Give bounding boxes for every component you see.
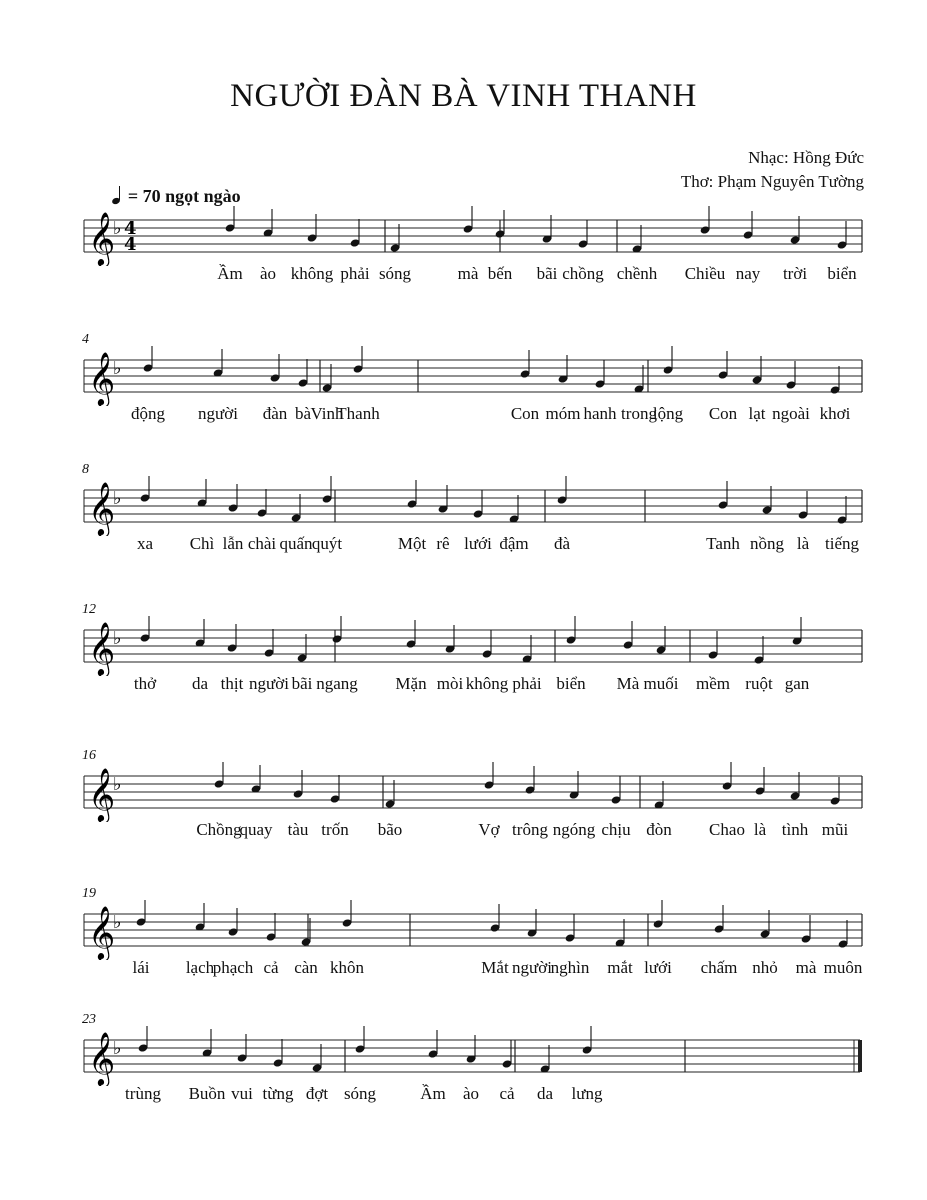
lyric-syllable: Mắt: [481, 958, 509, 977]
lyric-syllable: lạt: [748, 404, 766, 423]
lyric-syllable: ngóng: [552, 820, 596, 839]
staff: [0, 1026, 927, 1086]
treble-clef-icon: 𝄞: [88, 211, 116, 265]
measure-number: 23: [82, 1012, 96, 1027]
treble-clef-icon: 𝄞: [88, 1031, 116, 1085]
lyric-syllable: bãi: [291, 674, 313, 693]
lyric-syllable: muôn: [823, 958, 863, 977]
staff: [0, 616, 927, 676]
time-signature-bottom: 4: [124, 234, 137, 255]
lyric-syllable: bến: [487, 264, 513, 283]
measure-number: 8: [82, 462, 89, 477]
staff: [0, 346, 927, 406]
lyric-syllable: chài: [247, 534, 277, 553]
lyric-syllable: sóng: [343, 1084, 377, 1103]
lyric-syllable: trông: [512, 820, 548, 839]
lyric-syllable: không: [465, 674, 509, 693]
staff: [0, 476, 927, 536]
lyric-syllable: ào: [259, 264, 277, 283]
lyric-syllable: phải: [340, 264, 370, 283]
lyric-syllable: sóng: [378, 264, 412, 283]
lyric-syllable: Ầm: [420, 1084, 446, 1103]
flat-icon: ♭: [113, 488, 122, 509]
lyric-syllable: Chiều: [684, 264, 726, 283]
lyric-syllable: gan: [784, 674, 810, 693]
lyric-syllable: da: [536, 1084, 554, 1103]
lyric-syllable: mềm: [696, 674, 730, 693]
lyric-syllable: lưng: [571, 1084, 603, 1103]
lyric-syllable: đòn: [646, 820, 672, 839]
lyric-syllable: Con: [510, 404, 540, 423]
lyric-syllable: Chồng: [196, 820, 242, 839]
lyric-syllable: Ầm: [217, 264, 243, 283]
staff-system: [0, 602, 927, 712]
lyric-syllable: lưới: [644, 958, 672, 977]
lyric-syllable: khôn: [330, 958, 364, 977]
time-signature-top: 4: [124, 218, 137, 239]
lyric-syllable: rê: [436, 534, 450, 553]
staff-system: [0, 462, 927, 572]
treble-clef-icon: 𝄞: [88, 767, 116, 821]
lyric-syllable: nay: [735, 264, 761, 283]
lyric-syllable: phạch: [212, 958, 254, 977]
lyric-syllable: Chì: [189, 534, 215, 553]
lyric-syllable: trốn: [321, 820, 349, 839]
lyric-syllable: đậm: [499, 534, 529, 553]
lyric-syllable: Chao: [709, 820, 745, 839]
lyric-syllable: phải: [512, 674, 542, 693]
lyric-syllable: ào: [462, 1084, 480, 1103]
staff: [0, 206, 927, 266]
staff-system: [0, 1012, 927, 1122]
lyric-syllable: thịt: [220, 674, 244, 693]
staff: [0, 762, 927, 822]
measure-number: 16: [82, 748, 96, 763]
staff-system: [0, 748, 927, 858]
lyric-syllable: biển: [556, 674, 586, 693]
lyric-syllable: xa: [136, 534, 154, 553]
lyric-syllable: chịu: [601, 820, 631, 839]
lyric-syllable: người: [512, 958, 552, 977]
lyric-syllable: da: [191, 674, 209, 693]
lyric-syllable: Buồn: [188, 1084, 226, 1103]
lyric-syllable: quấn: [279, 534, 313, 553]
treble-clef-icon: 𝄞: [88, 481, 116, 535]
lyric-syllable: chồng: [562, 264, 604, 283]
lyric-syllable: mà: [457, 264, 479, 283]
lyric-syllable: là: [796, 534, 810, 553]
lyric-syllable: từng: [262, 1084, 294, 1103]
lyric-syllable: nghìn: [550, 958, 590, 977]
treble-clef-icon: 𝄞: [88, 905, 116, 959]
flat-icon: ♭: [113, 218, 122, 239]
lyric-syllable: càn: [294, 958, 318, 977]
lyric-syllable: người: [249, 674, 289, 693]
lyric-syllable: Con: [708, 404, 738, 423]
lyric-syllable: Một: [397, 534, 427, 553]
lyric-syllable: chấm: [700, 958, 738, 977]
tempo-value: = 70: [127, 186, 161, 206]
lyric-syllable: đợt: [305, 1084, 329, 1103]
page-title: NGƯỜI ĐÀN BÀ VINH THANH: [230, 78, 697, 114]
lyric-syllable: nhỏ: [752, 958, 778, 977]
flat-icon: ♭: [113, 774, 122, 795]
lyric-syllable: quay: [239, 820, 273, 839]
staff-system: [0, 332, 927, 442]
lyric-syllable: động: [131, 404, 165, 423]
lyric-syllable: lái: [132, 958, 150, 977]
lyric-syllable: Vinh: [310, 404, 344, 423]
measure-number: 12: [82, 602, 96, 617]
lyric-syllable: trong: [621, 404, 657, 423]
lyric-syllable: Mặn: [395, 674, 427, 693]
lyricist-credit: Thơ: Phạm Nguyên Tường: [680, 172, 864, 191]
lyric-syllable: đà: [553, 534, 571, 553]
lyric-syllable: thở: [133, 674, 157, 693]
lyric-syllable: ngoài: [772, 404, 810, 423]
lyric-syllable: cả: [263, 958, 279, 977]
staff-system: [0, 192, 927, 302]
lyric-syllable: lẫn: [222, 534, 244, 553]
lyric-syllable: đàn: [262, 404, 288, 423]
lyric-syllable: trùng: [125, 1084, 161, 1103]
measure-number: 4: [82, 332, 89, 347]
lyric-syllable: lạch: [185, 958, 215, 977]
lyric-syllable: Tanh: [706, 534, 740, 553]
lyric-syllable: trời: [782, 264, 808, 283]
staff: [0, 900, 927, 960]
lyric-syllable: ruột: [745, 674, 773, 693]
flat-icon: ♭: [113, 628, 122, 649]
lyric-syllable: là: [753, 820, 767, 839]
lyric-syllable: hanh: [583, 404, 617, 423]
flat-icon: ♭: [113, 358, 122, 379]
lyric-syllable: muối: [643, 674, 679, 693]
staff-system: [0, 886, 927, 996]
lyric-syllable: nồng: [750, 534, 784, 553]
lyric-syllable: Mà: [616, 674, 640, 693]
lyric-syllable: tiếng: [825, 534, 859, 553]
treble-clef-icon: 𝄞: [88, 351, 116, 405]
lyric-syllable: quýt: [311, 534, 343, 553]
lyric-syllable: không: [290, 264, 334, 283]
lyric-syllable: ngang: [316, 674, 358, 693]
lyric-syllable: người: [198, 404, 238, 423]
lyric-syllable: bãi: [536, 264, 558, 283]
flat-icon: ♭: [113, 912, 122, 933]
lyric-syllable: chềnh: [616, 264, 658, 283]
measure-number: 19: [82, 886, 96, 901]
lyric-syllable: khơi: [819, 404, 851, 423]
lyric-syllable: bà: [294, 404, 312, 423]
lyric-syllable: mà: [795, 958, 817, 977]
lyric-syllable: vui: [231, 1084, 253, 1103]
lyric-syllable: tình: [781, 820, 809, 839]
lyric-syllable: bão: [377, 820, 403, 839]
lyric-syllable: Vợ: [478, 820, 500, 839]
tempo-expression: ngọt ngào: [165, 186, 241, 206]
composer-credit: Nhạc: Hồng Đức: [748, 148, 864, 167]
lyric-syllable: lưới: [464, 534, 492, 553]
lyric-syllable: mắt: [607, 958, 633, 977]
lyric-syllable: mũi: [821, 820, 849, 839]
lyric-syllable: móm: [545, 404, 581, 423]
lyric-syllable: mòi: [436, 674, 464, 693]
lyric-syllable: tàu: [287, 820, 309, 839]
treble-clef-icon: 𝄞: [88, 621, 116, 675]
lyric-syllable: lộng: [652, 404, 684, 423]
lyric-syllable: biển: [827, 264, 857, 283]
lyric-syllable: Thanh: [336, 404, 380, 423]
flat-icon: ♭: [113, 1038, 122, 1059]
lyric-syllable: cả: [499, 1084, 515, 1103]
